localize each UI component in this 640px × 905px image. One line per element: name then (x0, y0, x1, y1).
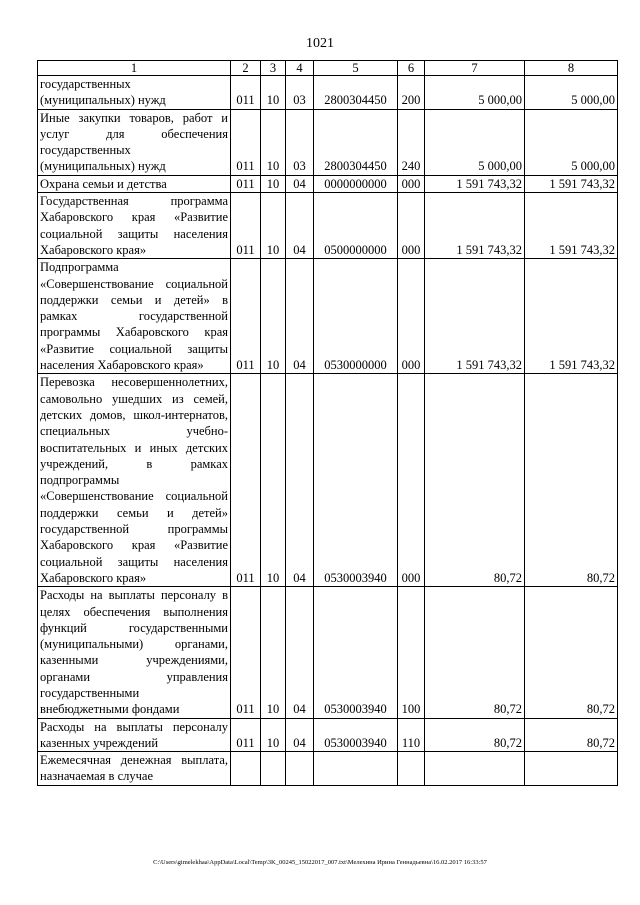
table-row (38, 193, 618, 259)
cell-expense-type: 110 (398, 718, 425, 752)
column-header: 4 (286, 61, 314, 76)
table-row (38, 175, 618, 192)
page-number: 1021 (306, 36, 334, 51)
cell-expense-type: 000 (398, 374, 425, 587)
cell-amount-2017: 5 000,00 (425, 76, 525, 110)
cell-amount-2018: 5 000,00 (525, 109, 618, 175)
cell-target-article: 0530003940 (314, 587, 398, 718)
cell-expense-type: 100 (398, 587, 425, 718)
cell-ministry: 011 (231, 193, 261, 259)
column-header: 5 (314, 61, 398, 76)
row-description: Расходы на выплаты персоналу казенных учреждений (38, 718, 231, 752)
cell-subsection: 03 (286, 109, 314, 175)
cell-ministry: 011 (231, 76, 261, 110)
cell-amount-2017: 80,72 (425, 374, 525, 587)
table-row (38, 718, 618, 752)
cell-expense-type (398, 752, 425, 786)
row-description: Подпрограмма «Совершенствование социальной поддержки семьи и детей» в рамках государственной программы Хабаровского края «Развитие социальной защиты населения Хабаровского края» (38, 259, 231, 374)
cell-expense-type: 000 (398, 175, 425, 192)
cell-amount-2017: 1 591 743,32 (425, 175, 525, 192)
cell-section: 10 (261, 587, 286, 718)
cell-subsection: 03 (286, 76, 314, 110)
cell-target-article: 0000000000 (314, 175, 398, 192)
cell-amount-2017 (425, 752, 525, 786)
cell-subsection: 04 (286, 175, 314, 192)
cell-amount-2018: 80,72 (525, 718, 618, 752)
cell-subsection: 04 (286, 193, 314, 259)
cell-ministry: 011 (231, 718, 261, 752)
table-row (38, 752, 618, 786)
cell-ministry: 011 (231, 109, 261, 175)
cell-section: 10 (261, 109, 286, 175)
footer-file-path: C:\Users\gimelekhaa\AppData\Local\Temp\3K_00245_15022017_007.txt\Мелехина Ирина Геннадьевна\16.02.2017 16:33:57 (153, 859, 487, 866)
cell-target-article: 2800304450 (314, 76, 398, 110)
cell-ministry: 011 (231, 374, 261, 587)
cell-target-article: 0530000000 (314, 259, 398, 374)
cell-ministry: 011 (231, 175, 261, 192)
cell-subsection: 04 (286, 587, 314, 718)
budget-table (37, 60, 618, 786)
row-description: Ежемесячная денежная выплата, назначаемая в случае (38, 752, 231, 786)
cell-target-article: 0530003940 (314, 718, 398, 752)
cell-target-article: 0500000000 (314, 193, 398, 259)
cell-expense-type: 200 (398, 76, 425, 110)
cell-ministry (231, 752, 261, 786)
column-header: 8 (525, 61, 618, 76)
row-description: Государственная программа Хабаровского края «Развитие социальной защиты населения Хабаровского края» (38, 193, 231, 259)
cell-section: 10 (261, 76, 286, 110)
cell-target-article (314, 752, 398, 786)
cell-amount-2018: 1 591 743,32 (525, 259, 618, 374)
cell-section (261, 752, 286, 786)
cell-ministry: 011 (231, 259, 261, 374)
column-header: 7 (425, 61, 525, 76)
cell-section: 10 (261, 374, 286, 587)
cell-subsection: 04 (286, 718, 314, 752)
cell-section: 10 (261, 718, 286, 752)
table-row (38, 109, 618, 175)
column-header: 1 (38, 61, 231, 76)
cell-amount-2018: 80,72 (525, 374, 618, 587)
table-header-row (38, 61, 618, 76)
column-header: 2 (231, 61, 261, 76)
cell-amount-2017: 80,72 (425, 587, 525, 718)
table-row (38, 259, 618, 374)
cell-target-article: 0530003940 (314, 374, 398, 587)
cell-section: 10 (261, 175, 286, 192)
table-row (38, 374, 618, 587)
cell-expense-type: 000 (398, 259, 425, 374)
cell-amount-2018 (525, 752, 618, 786)
cell-amount-2017: 5 000,00 (425, 109, 525, 175)
row-description: государственных (муниципальных) нужд (38, 76, 231, 110)
row-description: Расходы на выплаты персоналу в целях обеспечения выполнения функций государственными (муниципальными) органами, казенными учреждениями, органами управления государственными внебюджетными фондами (38, 587, 231, 718)
row-description: Перевозка несовершеннолетних, самовольно ушедших из семей, детских домов, школ-интернатов, специальных учебно-воспитательных и иных детских учреждений, в рамках подпрограммы «Совершенствование социальной поддержки семьи и детей» государственной программы Хабаровского края «Развитие социальной защиты населения Хабаровского края» (38, 374, 231, 587)
cell-target-article: 2800304450 (314, 109, 398, 175)
cell-amount-2017: 1 591 743,32 (425, 193, 525, 259)
column-header: 3 (261, 61, 286, 76)
cell-amount-2018: 1 591 743,32 (525, 175, 618, 192)
cell-amount-2017: 80,72 (425, 718, 525, 752)
cell-section: 10 (261, 259, 286, 374)
cell-subsection: 04 (286, 374, 314, 587)
cell-amount-2017: 1 591 743,32 (425, 259, 525, 374)
row-description: Иные закупки товаров, работ и услуг для обеспечения государственных (муниципальных) нужд (38, 109, 231, 175)
cell-subsection (286, 752, 314, 786)
cell-section: 10 (261, 193, 286, 259)
cell-subsection: 04 (286, 259, 314, 374)
cell-ministry: 011 (231, 587, 261, 718)
table-row (38, 76, 618, 110)
table-row (38, 587, 618, 718)
cell-amount-2018: 5 000,00 (525, 76, 618, 110)
row-description: Охрана семьи и детства (38, 175, 231, 192)
cell-amount-2018: 80,72 (525, 587, 618, 718)
cell-amount-2018: 1 591 743,32 (525, 193, 618, 259)
column-header: 6 (398, 61, 425, 76)
cell-expense-type: 000 (398, 193, 425, 259)
cell-expense-type: 240 (398, 109, 425, 175)
